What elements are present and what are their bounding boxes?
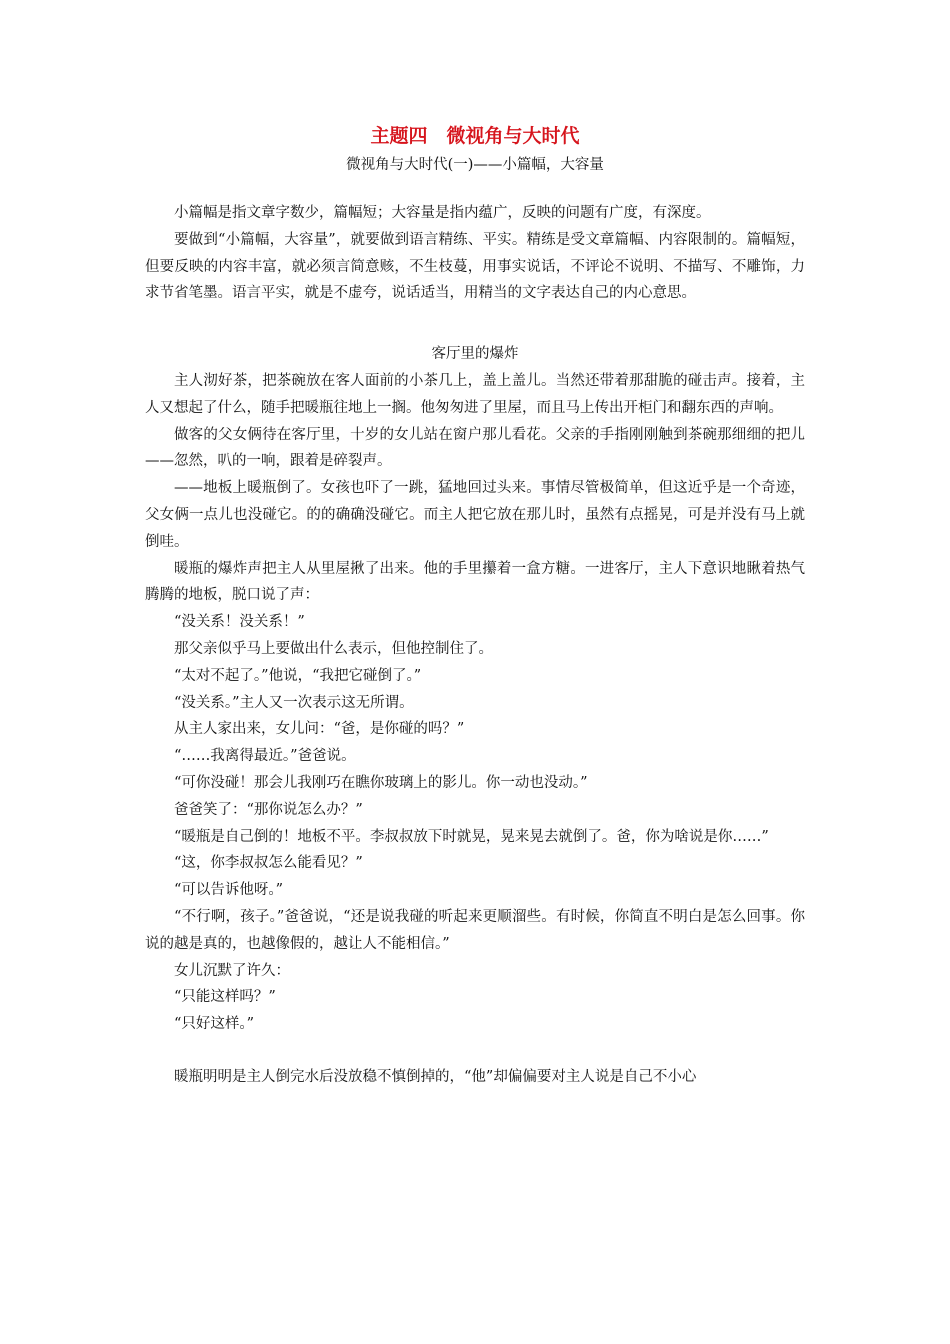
story-paragraph: “可你没碰！那会儿我刚巧在瞧你玻璃上的影儿。你一动也没动。”: [174, 774, 588, 791]
analysis-paragraph: 暖瓶明明是主人倒完水后没放稳不慎倒掉的，“他”却偏偏要对主人说是自己不小心: [174, 1068, 697, 1085]
story-paragraph: “可以告诉他呀。”: [174, 882, 284, 899]
story-paragraph: “暖瓶是自己倒的！地板不平。李叔叔放下时就晃，晃来晃去就倒了。爸，你为啥说是你……”: [174, 828, 769, 845]
spacer: [145, 176, 805, 200]
page-title: 主题四 微视角与大时代: [370, 125, 580, 147]
story-paragraph: 做客的父女俩待在客厅里，十岁的女儿站在窗户那儿看花。父亲的手指刚刚触到茶碗那细细的把儿——忽然，叭的一响，跟着是碎裂声。: [145, 426, 805, 470]
story-paragraph: 女儿沉默了许久：: [174, 962, 290, 979]
story-paragraph: ——地板上暖瓶倒了。女孩也吓了一跳，猛地回过头来。事情尽管极简单，但这近乎是一个奇迹，父女俩一点儿也没碰它。的的确确没碰它。而主人把它放在那儿时，虽然有点摇晃，可是并没有马上就倒哇。: [145, 480, 805, 550]
spacer: [145, 1038, 805, 1064]
story-paragraph: 那父亲似乎马上要做出什么表示，但他控制住了。: [174, 640, 493, 657]
story-paragraph: “不行啊，孩子。”爸爸说，“还是说我碰的听起来更顺溜些。有时候，你简直不明白是怎么回事。你说的越是真的，也越像假的，越让人不能相信。”: [145, 908, 805, 952]
story-paragraph: “只能这样吗？”: [174, 989, 276, 1006]
story-paragraph: 主人沏好茶，把茶碗放在客人面前的小茶几上，盖上盖儿。当然还带着那甜脆的碰击声。接着，主人又想起了什么，随手把暖瓶往地上一搁。他匆匆进了里屋，而且马上传出开柜门和翻东西的声响。: [145, 372, 805, 416]
story-paragraph: “没关系！没关系！”: [174, 614, 305, 631]
story-paragraph: “只好这样。”: [174, 1016, 255, 1033]
story-paragraph: “……我离得最近。”爸爸说。: [174, 748, 356, 765]
story-paragraph: “太对不起了。”他说，“我把它碰倒了。”: [174, 667, 422, 684]
story-paragraph: 爸爸笑了：“那你说怎么办？”: [174, 801, 363, 818]
page-subtitle: 微视角与大时代(一)——小篇幅，大容量: [346, 157, 604, 173]
document-page: [145, 118, 805, 1091]
story-title: 客厅里的爆炸: [431, 346, 519, 363]
story-paragraph: “没关系。”主人又一次表示这无所谓。: [174, 694, 414, 711]
intro-paragraph: 要做到“小篇幅，大容量”，就要做到语言精练、平实。精练是受文章篇幅、内容限制的。篇幅短，但要反映的内容丰富，就必须言简意赅，不生枝蔓，用事实说话，不评论不说明、不描写、不雕饰，力求节省笔墨。语言平实，就是不虚夸，说话适当，用精当的文字表达自己的内心意思。: [145, 231, 805, 302]
intro-paragraph: 小篇幅是指文章字数少，篇幅短；大容量是指内蕴广，反映的问题有广度，有深度。: [174, 205, 711, 221]
story-paragraph: 从主人家出来，女儿问：“爸，是你碰的吗？”: [174, 721, 465, 738]
spacer: [145, 307, 805, 341]
story-section: [145, 341, 805, 1038]
intro-section: [145, 200, 805, 307]
analysis-section: [145, 1064, 805, 1091]
story-paragraph: “这，你李叔叔怎么能看见？”: [174, 855, 363, 872]
story-paragraph: 暖瓶的爆炸声把主人从里屋揪了出来。他的手里攥着一盒方糖。一进客厅，主人下意识地瞅着热气腾腾的地板，脱口说了声：: [145, 560, 805, 604]
